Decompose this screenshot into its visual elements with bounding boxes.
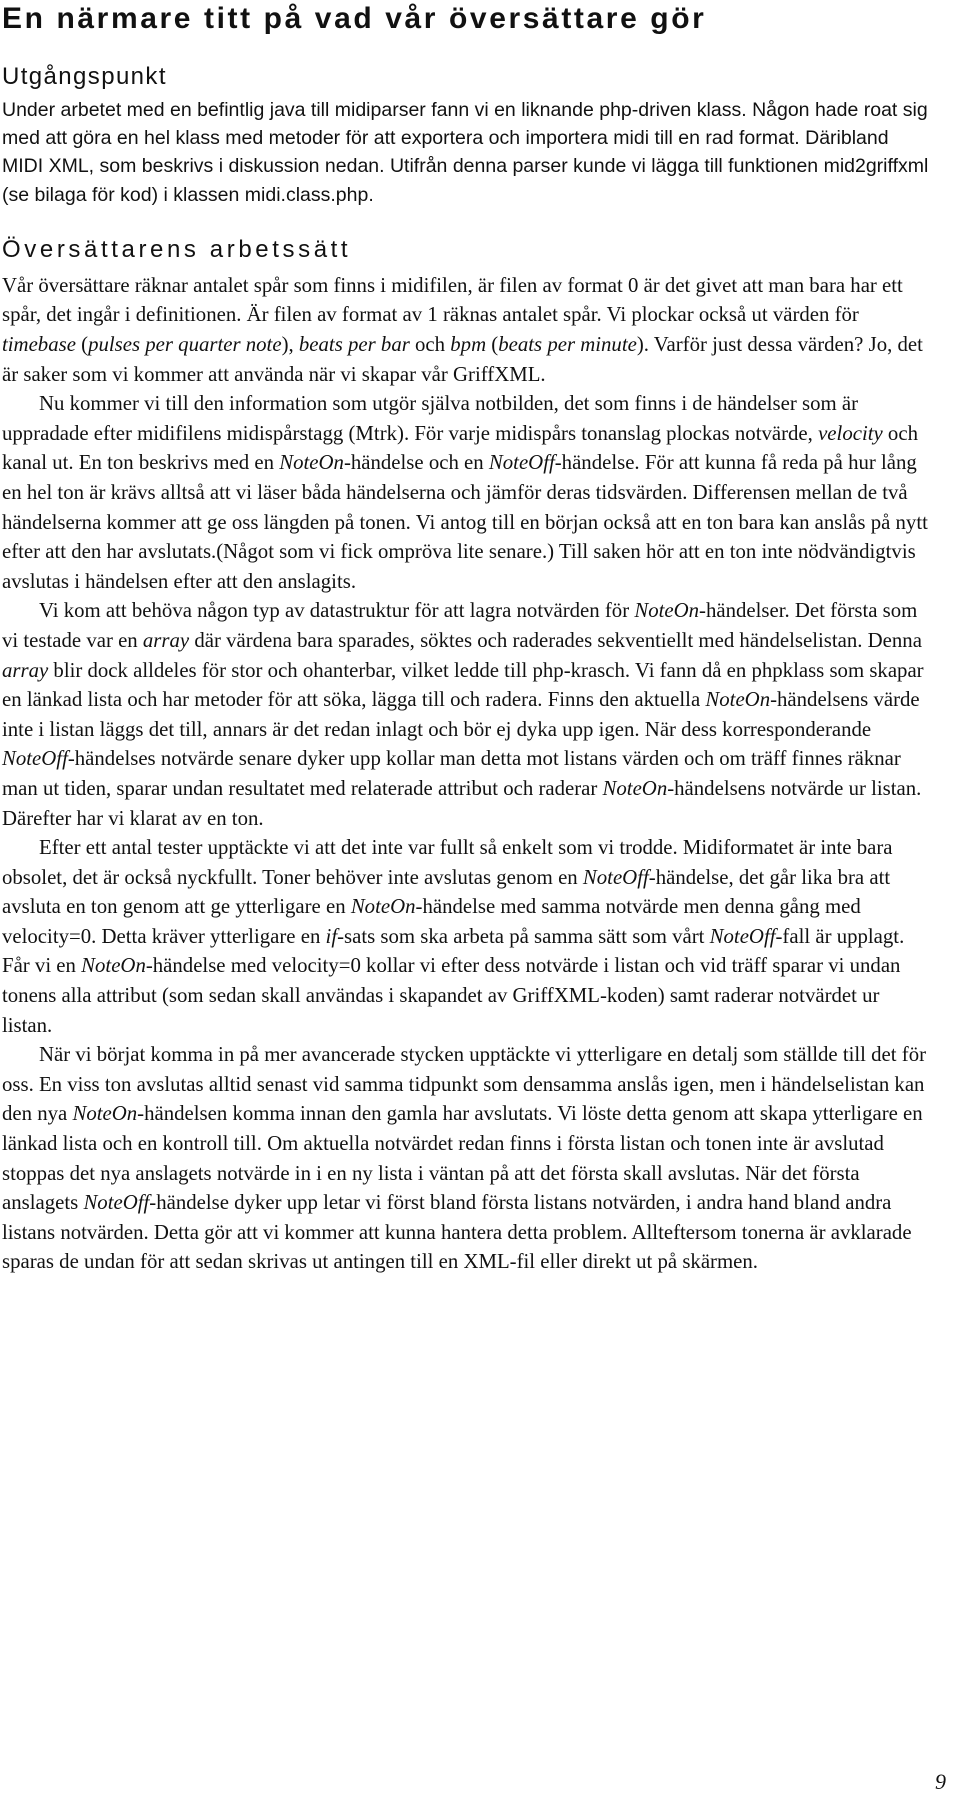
text-run: Efter ett antal tester upptäckte vi att det inte var fullt så enkelt som vi trodde. Midiformatet är inte bara obsolet, det är också nyckfullt. Toner behöver inte avslutas genom en	[2, 836, 893, 889]
italic-term: timebase	[2, 333, 76, 356]
italic-term: NoteOn	[81, 954, 146, 978]
text-run: blir dock alldeles för stor och ohanterbar, vilket ledde till php-krasch. Vi fann då en phpklass som skapar en länkad lista och har metoder för att söka, lägga till och radera. Finns den aktuella	[2, 658, 924, 712]
italic-term: NoteOff	[83, 1191, 150, 1215]
italic-term: NoteOff	[488, 451, 555, 475]
text-run: Vi kom att behöva någon typ av datastruktur för att lagra notvärden för	[39, 599, 635, 623]
italic-term: beats per minute	[498, 333, 637, 356]
text-run: och	[409, 333, 451, 356]
text-run: (	[486, 333, 499, 356]
paragraph	[2, 833, 932, 1040]
page-number: 9	[935, 1769, 946, 1794]
text-run: -sats som ska arbeta på samma sätt som vårt	[337, 924, 710, 948]
text-run: Nu kommer vi till den information som utgör själva notbilden, det som finns i de händelser som är uppradade efter midifilens midispårstagg (Mtrk). För varje midispårs tonanslag plockas notvärde,	[2, 392, 859, 445]
text-run: (	[75, 333, 89, 356]
section-heading-utgangspunkt: Utgångspunkt	[2, 63, 167, 90]
text-run: -händelsens notvärde ur listan. Därefter har vi klarat av en ton.	[2, 776, 922, 830]
page-title: En närmare titt på vad vår översättare gör	[2, 2, 707, 35]
italic-term: NoteOn	[279, 451, 344, 475]
italic-term: pulses per quarter note	[88, 333, 282, 356]
text-run: -händelse dyker upp letar vi först bland första listans notvärden, i andra hand bland andra listans notvärden. Detta gör att vi kommer att kunna hantera detta problem. Allteftersom tonerna är avklarade sparas de undan för att sedan skrivas ut antingen till en XML-fil eller direkt ut på skärmen.	[2, 1191, 912, 1274]
paragraph	[2, 271, 932, 389]
text-run: där värdena bara sparades, söktes och raderades sekventiellt med händelselistan. Denna	[189, 628, 922, 652]
section-body-oversattarens-arbetssatt	[2, 271, 932, 1277]
paragraph	[2, 96, 932, 209]
italic-term: if	[325, 924, 338, 948]
text-run: -händelse. För att kunna få reda på hur lång en hel ton är krävs alltså att vi läser båda händelserna och jämför deras tidsvärden. Differensen mellan de två händelserna kommer att ge oss längden på tonen. Vi antog till en början också att en ton bara kan anslås på nytt efter att den har avslutats.(Något som vi fick ompröva lite senare.) Till saken hör att en ton inte nödvändigtvis avslutas i händelsen efter att den anslagits.	[2, 451, 928, 593]
text-run: och kanal ut. En ton beskrivs med en	[2, 421, 918, 475]
italic-term: beats per bar	[298, 333, 410, 356]
text-run: När vi börjat komma in på mer avancerade stycken upptäckte vi ytterligare en detalj som ställde till det för oss. En viss ton avslutas alltid senast vid samma tidpunkt som densamma anslås igen, men i händelselistan kan den nya	[2, 1043, 927, 1126]
paragraph	[2, 596, 932, 833]
text-run: ). Varför just dessa värden? Jo, det är saker som vi kommer att använda när vi skapar vår GriffXML.	[2, 333, 923, 386]
italic-term: array	[2, 658, 49, 682]
text-run: -fall är upplagt. Får vi en	[2, 924, 905, 978]
italic-term: NoteOn	[72, 1102, 138, 1126]
text-run: -händelse med samma notvärde men denna gång med velocity=0. Detta kräver ytterligare en	[2, 895, 861, 948]
text-run: -händelsens värde inte i listan läggs det till, annars är det redan inlagt och bör ej dyka upp igen. När dess korresponderande	[2, 688, 920, 741]
italic-term: NoteOff	[582, 865, 649, 889]
italic-term: bpm	[450, 333, 487, 356]
text-run: -händelser. Det första som vi testade var en	[2, 599, 918, 652]
italic-term: velocity	[818, 421, 883, 445]
text-run: -händelsen komma innan den gamla har avslutats. Vi löste detta genom att skapa ytterligare en länkad lista och en kontroll till. Om aktuella notvärdet redan finns i första listan och tonen inte är avslutad stoppas det nya anslagets notvärde in i en ny lista i väntan på att det första skall avslutas. När det första anslagets	[2, 1102, 923, 1215]
paragraph	[2, 389, 932, 596]
text-run: -händelse med velocity=0 kollar vi efter dess notvärde i listan och vid träff sparar vi undan tonens alla attribut (som sedan skall användas i skapandet av GriffXML-koden) samt raderar notvärdet ur listan.	[2, 954, 901, 1037]
italic-term: NoteOn	[602, 776, 668, 800]
section-heading-oversattarens-arbetssatt: Översättarens arbetssätt	[2, 235, 352, 263]
text-run: ),	[281, 333, 299, 356]
text-run: -händelse, det går lika bra att avsluta en ton genom att ge ytterligare en	[2, 865, 891, 919]
italic-term: NoteOn	[350, 895, 416, 919]
italic-term: NoteOff	[709, 924, 776, 948]
text-run: Under arbetet med en befintlig java till midiparser fann vi en liknande php-driven klass. Någon hade roat sig med att göra en hel klass med metoder för att exportera och importera midi till en rad format. Däribland MIDI XML, som beskrivs i diskussion nedan. Utifrån denna parser kunde vi lägga till funktionen mid2griffxml (se bilaga för kod) i klassen midi.class.php.	[2, 99, 929, 206]
section-body-utgangspunkt	[2, 96, 932, 209]
italic-term: NoteOff	[2, 747, 68, 771]
italic-term: array	[142, 628, 190, 652]
italic-term: NoteOn	[705, 688, 771, 712]
text-run: -händelse och en	[343, 451, 489, 475]
paragraph	[2, 1040, 932, 1277]
italic-term: NoteOn	[634, 599, 700, 623]
text-run: Vår översättare räknar antalet spår som finns i midifilen, är filen av format 0 är det givet att man bara har ett spår, det ingår i definitionen. Är filen av format av 1 räknas antalet spår. Vi plockar också ut värden för	[2, 273, 903, 327]
text-run: -händelses notvärde senare dyker upp kollar man detta mot listans värden och om träff finnes räknar man ut tiden, sparar undan resultatet med relaterade attribut och raderar	[2, 747, 901, 800]
